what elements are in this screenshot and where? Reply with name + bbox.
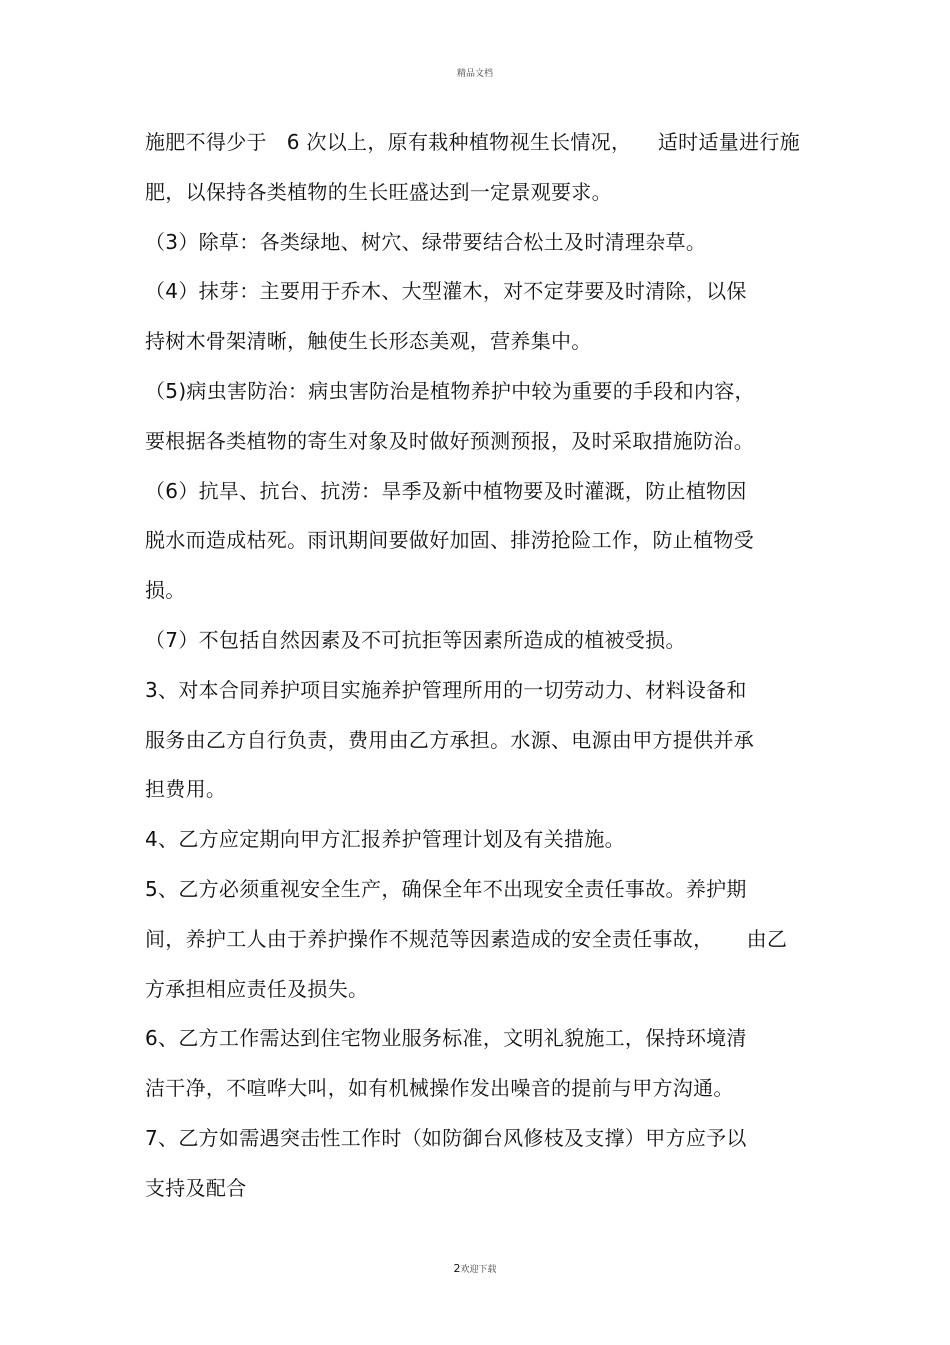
text-line: （3）除草：各类绿地、树穴、绿带要结合松土及时清理杂草。 bbox=[145, 229, 707, 254]
text-line: 持树木骨架清晰，触使生长形态美观，营养集中。 bbox=[145, 329, 592, 354]
text-line: 脱水而造成枯死。雨讯期间要做好加固、排涝抢险工作，防止植物受 bbox=[145, 528, 754, 553]
text-line: 施肥不得少于 6 次以上，原有栽种植物视生长情况， 适时适量进行施 bbox=[145, 130, 800, 154]
text-line: 5、乙方必须重视安全生产，确保全年不出现安全责任事故。养护期 bbox=[145, 876, 747, 901]
page-footer bbox=[0, 1262, 950, 1275]
text-line: （6）抗旱、抗台、抗涝：旱季及新中植物要及时灌溉，防止植物因 bbox=[145, 478, 747, 503]
text-line: （4）抹芽：主要用于乔木、大型灌木，对不定芽要及时清除，以保 bbox=[145, 279, 747, 304]
text-line: 间，养护工人由于养护操作不规范等因素造成的安全责任事故， 由乙 bbox=[145, 926, 788, 951]
text-line: 3、对本合同养护项目实施养护管理所用的一切劳动力、材料设备和 bbox=[145, 677, 747, 702]
text-line: 方承担相应责任及损失。 bbox=[145, 976, 369, 1001]
text-line: 洁干净，不喧哗大叫，如有机械操作发出噪音的提前与甲方沟通。 bbox=[145, 1076, 734, 1101]
page-header: 精品文档 bbox=[456, 69, 493, 79]
text-line: 服务由乙方自行负责，费用由乙方承担。水源、电源由甲方提供并承 bbox=[145, 727, 754, 752]
text-line: （5)病虫害防治：病虫害防治是植物养护中较为重要的手段和内容， bbox=[145, 378, 755, 403]
text-line: 要根据各类植物的寄生对象及时做好预测预报，及时采取措施防治。 bbox=[145, 428, 754, 453]
text-line: 损。 bbox=[145, 578, 186, 603]
text-line: 6、乙方工作需达到住宅物业服务标准，文明礼貌施工，保持环境清 bbox=[145, 1026, 747, 1051]
text-line: （7）不包括自然因素及不可抗拒等因素所造成的植被受损。 bbox=[145, 627, 686, 652]
text-line: 担费用。 bbox=[145, 777, 227, 802]
page-number: 2 bbox=[453, 1262, 461, 1275]
text-line: 7、乙方如需遇突击性工作时（如防御台风修枝及支撑）甲方应予以 bbox=[145, 1125, 747, 1150]
text-line: 4、乙方应定期向甲方汇报养护管理计划及有关措施。 bbox=[145, 827, 625, 852]
footer-text: 欢迎下载 bbox=[460, 1265, 497, 1275]
document-body bbox=[145, 122, 825, 1218]
text-line: 肥，以保持各类植物的生长旺盛达到一定景观要求。 bbox=[145, 179, 612, 204]
text-line: 支持及配合 bbox=[145, 1175, 247, 1200]
